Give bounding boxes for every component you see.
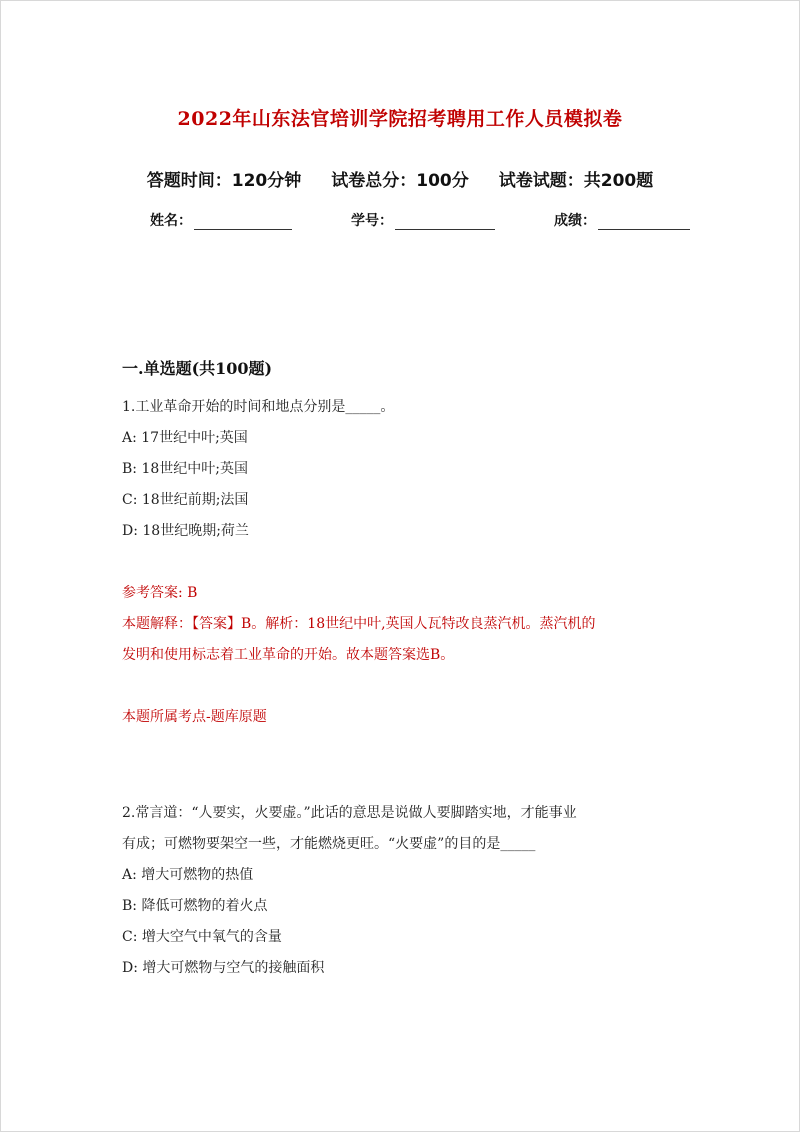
grade-field bbox=[554, 210, 690, 230]
reference-answer: 参考答案: B bbox=[122, 585, 198, 601]
student-id-label: 学号： bbox=[351, 213, 393, 229]
section-heading: 一.单选题(共100题) bbox=[122, 359, 273, 378]
grade-label: 成绩： bbox=[554, 213, 596, 229]
source-note: 本题所属考点-题库原题 bbox=[122, 709, 267, 725]
question-stem-line-2: 有成；可燃物要架空一些，才能燃烧更旺。“火要虚”的目的是_____ bbox=[122, 836, 536, 852]
question-2 bbox=[122, 798, 682, 984]
exam-title: 2022年山东法官培训学院招考聘用工作人员模拟卷 bbox=[177, 108, 623, 130]
question-1 bbox=[122, 392, 682, 547]
question-1-answer-block bbox=[122, 578, 682, 671]
question-stem-line-1: 2.常言道：“人要实，火要虚。”此话的意思是说做人要脚踏实地，才能事业 bbox=[122, 805, 577, 821]
student-id-blank bbox=[395, 213, 495, 230]
exam-total-score: 试卷总分：100分 bbox=[331, 171, 469, 191]
name-label: 姓名： bbox=[150, 213, 192, 229]
option-c: C: 增大空气中氧气的含量 bbox=[122, 929, 282, 945]
explanation-line-2: 发明和使用标志着工业革命的开始。故本题答案选B。 bbox=[122, 647, 455, 663]
option-b: B: 18世纪中叶;英国 bbox=[122, 461, 248, 477]
exam-question-count: 试卷试题：共200题 bbox=[498, 171, 654, 191]
grade-blank bbox=[598, 213, 690, 230]
exam-time: 答题时间：120分钟 bbox=[146, 171, 302, 191]
explanation-line-1: 本题解释：【答案】B。解析：18世纪中叶,英国人瓦特改良蒸汽机。蒸汽机的 bbox=[122, 616, 596, 632]
name-blank bbox=[194, 213, 292, 230]
option-d: D: 增大可燃物与空气的接触面积 bbox=[122, 960, 325, 976]
option-a: A: 17世纪中叶;英国 bbox=[122, 430, 248, 446]
student-id-field bbox=[351, 210, 495, 230]
question-1-source bbox=[122, 702, 682, 733]
exam-meta bbox=[0, 166, 800, 191]
name-field bbox=[150, 210, 292, 230]
option-d: D: 18世纪晚期;荷兰 bbox=[122, 523, 249, 539]
option-a: A: 增大可燃物的热值 bbox=[122, 867, 254, 883]
question-stem: 1.工业革命开始的时间和地点分别是_____。 bbox=[122, 399, 395, 415]
option-c: C: 18世纪前期;法国 bbox=[122, 492, 249, 508]
option-b: B: 降低可燃物的着火点 bbox=[122, 898, 268, 914]
student-info bbox=[150, 210, 690, 230]
